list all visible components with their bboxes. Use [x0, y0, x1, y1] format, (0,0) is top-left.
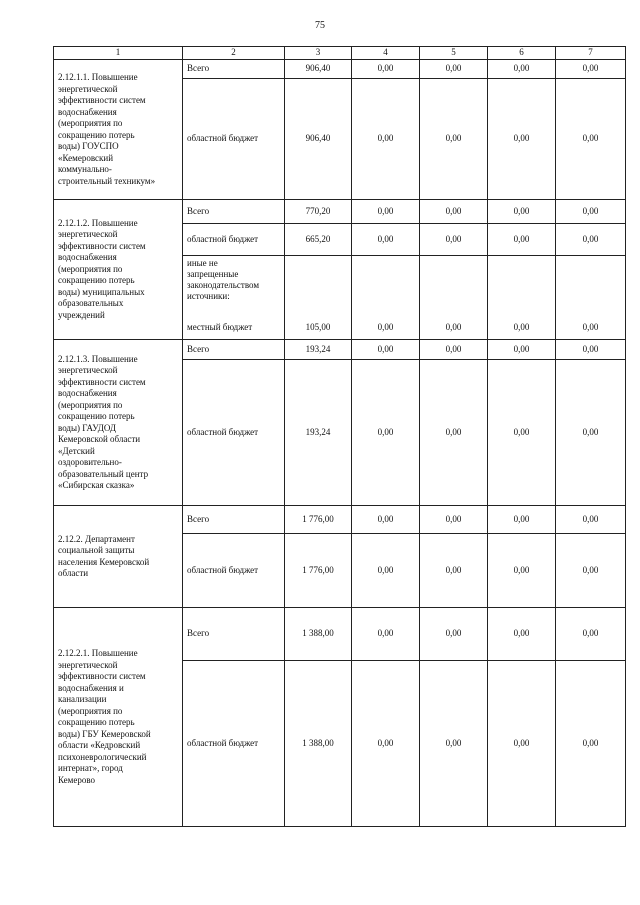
value-cell: 0,00 — [420, 534, 488, 608]
value-cell: 0,00 — [420, 340, 488, 360]
value-cell: 1 776,00 — [285, 534, 352, 608]
value-cell: 0,00 — [352, 608, 420, 661]
value-cell: 0,00 — [488, 60, 556, 79]
item-description: 2.12.1.3. Повышение энергетической эффективности систем водоснабжения (мероприятия по сокращению потерь воды) ГАУДОД Кемеровской области «Детский оздоровительно- образовательный центр «Сибирская сказка» — [54, 340, 183, 506]
value-cell: 0,00 — [556, 60, 626, 79]
value-cell: 0,00 — [556, 79, 626, 200]
value-cell: 0,00 — [352, 79, 420, 200]
value-cell: 770,20 — [285, 200, 352, 224]
value-cell: 193,24 — [285, 360, 352, 506]
value-cell: 0,00 — [352, 200, 420, 224]
funding-source: областной бюджет — [183, 534, 285, 608]
item-description: 2.12.2. Департамент социальной защиты населения Кемеровской области — [54, 506, 183, 608]
value-cell: 0,00 — [420, 60, 488, 79]
funding-source: Всего — [183, 340, 285, 360]
value-cell: 0,00 — [556, 340, 626, 360]
value-cell: 0,00 — [420, 608, 488, 661]
value-cell: 0,00 — [420, 79, 488, 200]
value-cell: 0,00 — [488, 79, 556, 200]
value-cell: 0,00 — [488, 304, 556, 340]
value-cell: 0,00 — [488, 360, 556, 506]
value-cell: 0,00 — [352, 360, 420, 506]
column-header: 5 — [420, 47, 488, 60]
value-cell: 0,00 — [488, 661, 556, 827]
value-cell: 0,00 — [488, 340, 556, 360]
budget-table — [53, 46, 626, 827]
item-description: 2.12.1.2. Повышение энергетической эффективности систем водоснабжения (мероприятия по сокращению потерь воды) муниципальных образовательных учреждений — [54, 200, 183, 340]
funding-source: местный бюджет — [183, 304, 285, 340]
value-cell: 0,00 — [556, 200, 626, 224]
value-cell: 0,00 — [556, 224, 626, 256]
funding-source: областной бюджет — [183, 661, 285, 827]
funding-source: Всего — [183, 60, 285, 79]
item-description: 2.12.2.1. Повышение энергетической эффективности систем водоснабжения и канализации (мероприятия по сокращению потерь воды) ГБУ Кемеровской области «Кедровский психоневрологический интернат», город Кемерово — [54, 608, 183, 827]
value-cell: 0,00 — [352, 661, 420, 827]
value-cell: 1 776,00 — [285, 506, 352, 534]
value-cell: 906,40 — [285, 60, 352, 79]
value-cell: 0,00 — [352, 534, 420, 608]
funding-source: Всего — [183, 200, 285, 224]
funding-source: областной бюджет — [183, 224, 285, 256]
value-cell: 0,00 — [488, 224, 556, 256]
value-cell: 1 388,00 — [285, 661, 352, 827]
value-cell: 0,00 — [420, 224, 488, 256]
funding-source: Всего — [183, 608, 285, 661]
item-description: 2.12.1.1. Повышение энергетической эффективности систем водоснабжения (мероприятия по сокращению потерь воды) ГОУСПО «Кемеровский коммунально- строительный техникум» — [54, 60, 183, 200]
value-cell — [420, 256, 488, 304]
table-row — [54, 200, 626, 224]
value-cell: 0,00 — [352, 506, 420, 534]
value-cell: 0,00 — [420, 506, 488, 534]
funding-source: областной бюджет — [183, 360, 285, 506]
value-cell: 0,00 — [556, 506, 626, 534]
table-row — [54, 506, 626, 534]
column-header: 7 — [556, 47, 626, 60]
value-cell: 0,00 — [488, 506, 556, 534]
value-cell: 105,00 — [285, 304, 352, 340]
funding-source: иные не запрещенные законодательством источники: — [183, 256, 285, 304]
value-cell: 0,00 — [488, 608, 556, 661]
value-cell — [285, 256, 352, 304]
column-header: 3 — [285, 47, 352, 60]
value-cell: 906,40 — [285, 79, 352, 200]
funding-source: областной бюджет — [183, 79, 285, 200]
column-header: 6 — [488, 47, 556, 60]
value-cell — [488, 256, 556, 304]
value-cell: 0,00 — [556, 360, 626, 506]
table-row — [54, 340, 626, 360]
table-row — [54, 60, 626, 79]
value-cell: 1 388,00 — [285, 608, 352, 661]
value-cell — [352, 256, 420, 304]
value-cell: 0,00 — [352, 340, 420, 360]
value-cell: 0,00 — [556, 608, 626, 661]
value-cell: 0,00 — [488, 200, 556, 224]
value-cell: 0,00 — [488, 534, 556, 608]
value-cell: 0,00 — [352, 60, 420, 79]
value-cell: 0,00 — [420, 304, 488, 340]
value-cell: 0,00 — [352, 224, 420, 256]
page-number: 75 — [315, 20, 325, 31]
value-cell: 0,00 — [556, 304, 626, 340]
column-header: 2 — [183, 47, 285, 60]
value-cell — [556, 256, 626, 304]
column-header: 4 — [352, 47, 420, 60]
value-cell: 0,00 — [352, 304, 420, 340]
table-row — [54, 608, 626, 661]
value-cell: 0,00 — [556, 534, 626, 608]
value-cell: 0,00 — [420, 661, 488, 827]
value-cell: 665,20 — [285, 224, 352, 256]
value-cell: 193,24 — [285, 340, 352, 360]
funding-source: Всего — [183, 506, 285, 534]
value-cell: 0,00 — [420, 200, 488, 224]
value-cell: 0,00 — [420, 360, 488, 506]
column-header: 1 — [54, 47, 183, 60]
value-cell: 0,00 — [556, 661, 626, 827]
column-number-row — [54, 47, 626, 60]
